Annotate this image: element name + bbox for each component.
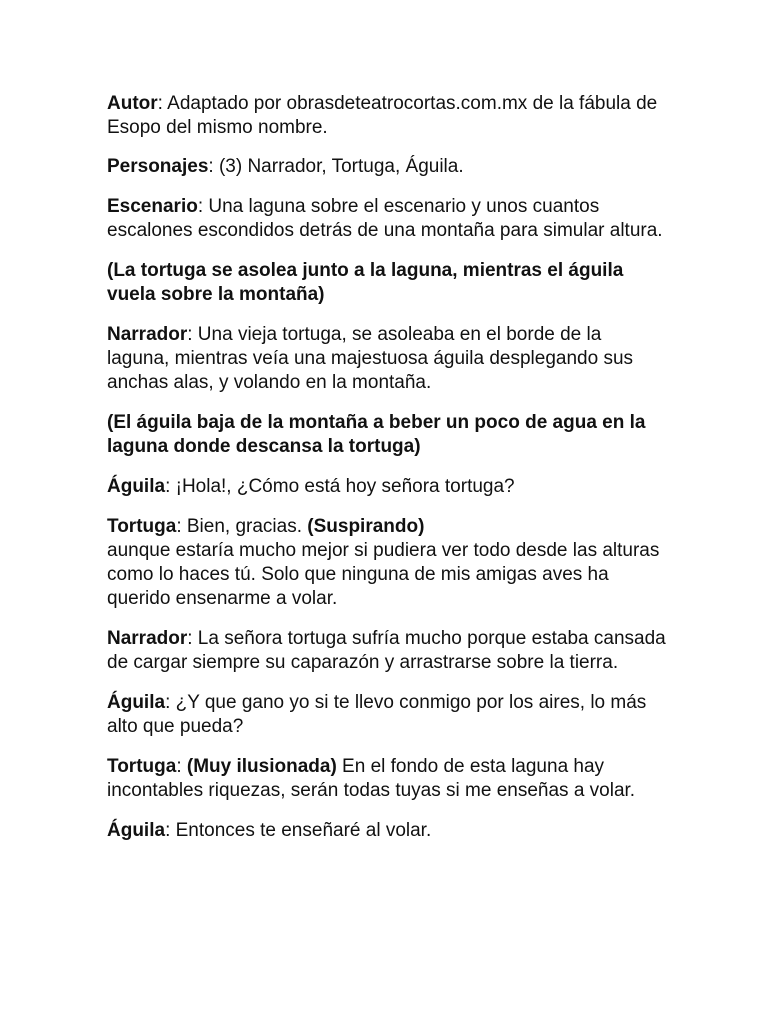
author-label: Autor [107, 93, 158, 114]
inline-stage-direction: (Suspirando) [307, 516, 425, 537]
dialogue-text-continued: aunque estaría mucho mejor si pudiera ver todo desde las alturas como lo haces tú. Solo que ninguna de mis amigas aves ha querido ensenarme a volar. [107, 540, 660, 609]
inline-stage-direction: (Muy ilusionada) [186, 756, 337, 777]
document-page [107, 92, 667, 859]
dialogue-text: : Una vieja tortuga, se asoleaba en el borde de la laguna, mientras veía una majestuosa águila desplegando sus anchas alas, y volando en la montaña. [107, 324, 634, 393]
speaker-narrador: Narrador [107, 324, 188, 345]
speaker-aguila: Águila [107, 476, 166, 497]
dialogue-text: : Bien, gracias. [176, 516, 308, 537]
dialogue-tortuga-2 [107, 755, 667, 803]
author-text: : Adaptado por obrasdeteatrocortas.com.mx de la fábula de Esopo del mismo nombre. [107, 93, 658, 138]
speaker-aguila: Águila [107, 820, 166, 841]
dialogue-text: : ¿Y que gano yo si te llevo conmigo por los aires, lo más alto que pueda? [107, 692, 647, 737]
dialogue-narrador-2 [107, 627, 667, 675]
author-paragraph [107, 92, 667, 140]
dialogue-text: : La señora tortuga sufría mucho porque estaba cansada de cargar siempre su caparazón y arrastrarse sobre la tierra. [107, 628, 666, 673]
dialogue-text: : Entonces te enseñaré al volar. [165, 820, 432, 841]
stage-direction-1: (La tortuga se asolea junto a la laguna, mientras el águila vuela sobre la montaña) [107, 260, 624, 305]
dialogue-text: En el fondo de esta laguna hay incontables riquezas, serán todas tuyas si me enseñas a volar. [107, 756, 636, 801]
dialogue-aguila-2 [107, 691, 667, 739]
dialogue-narrador-1 [107, 323, 667, 395]
speaker-tortuga: Tortuga [107, 756, 177, 777]
setting-label: Escenario [107, 196, 198, 217]
setting-text: : Una laguna sobre el escenario y unos cuantos escalones escondidos detrás de una montaña para simular altura. [107, 196, 663, 241]
setting-paragraph [107, 195, 667, 243]
dialogue-aguila-3 [107, 819, 667, 843]
characters-text: : (3) Narrador, Tortuga, Águila. [208, 156, 464, 177]
stage-direction-2: (El águila baja de la montaña a beber un poco de agua en la laguna donde descansa la tortuga) [107, 412, 646, 457]
speaker-tortuga: Tortuga [107, 516, 177, 537]
speaker-narrador: Narrador [107, 628, 188, 649]
characters-paragraph [107, 155, 667, 179]
speaker-aguila: Águila [107, 692, 166, 713]
dialogue-text: : ¡Hola!, ¿Cómo está hoy señora tortuga? [165, 476, 515, 497]
dialogue-aguila-1 [107, 475, 667, 499]
dialogue-tortuga-1 [107, 515, 667, 611]
dialogue-separator: : [176, 756, 187, 777]
characters-label: Personajes [107, 156, 209, 177]
